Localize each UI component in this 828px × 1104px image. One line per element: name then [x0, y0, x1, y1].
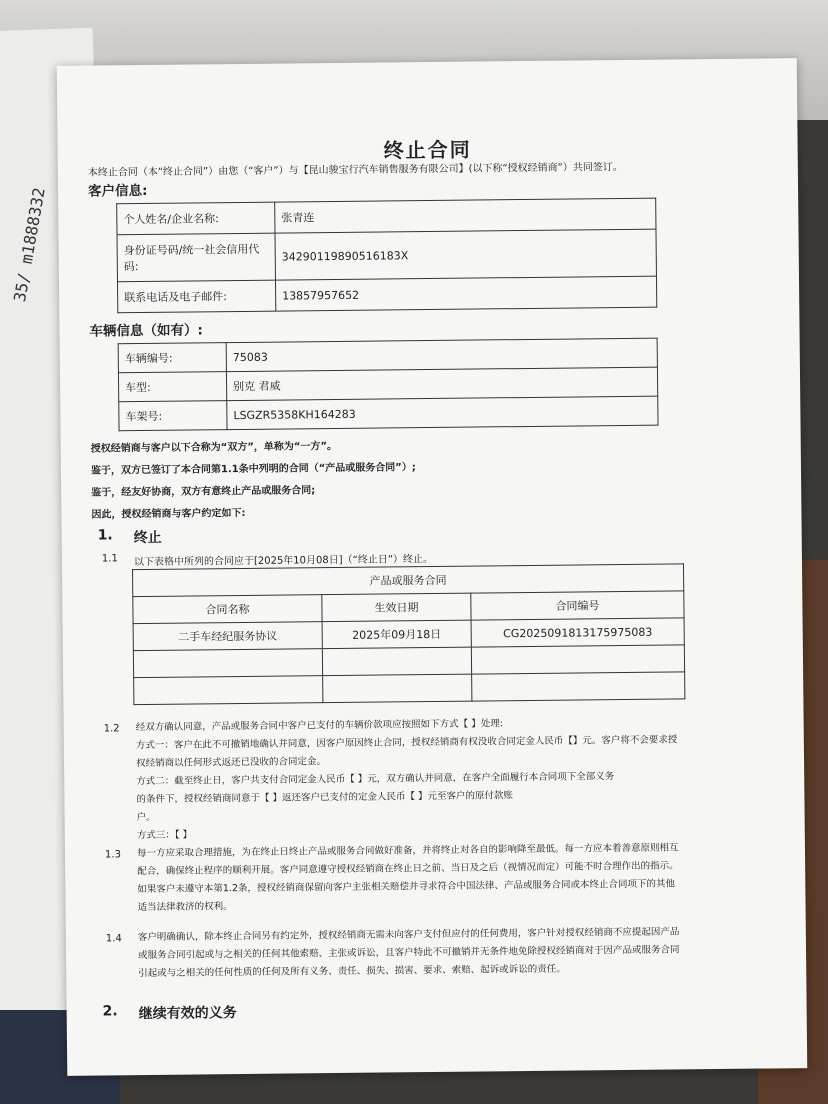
- clause-1-2-text: [136, 712, 797, 845]
- vehicle-model-label: 车型:: [118, 372, 226, 402]
- document-title: 终止合同: [383, 137, 472, 163]
- vehicle-info-heading: 车辆信息（如有）:: [89, 322, 203, 340]
- intro-paragraph: 本终止合同（本“终止合同”）由您（“客户”）与【昆山骏宝行汽车销售服务有限公司】(以下称“授权经销商”）共同签订。: [87, 161, 623, 179]
- customer-info-heading: 客户信息:: [87, 182, 148, 200]
- table-cell: CG2025091813175975083: [471, 618, 684, 647]
- customer-name-value: 张青连: [275, 198, 656, 233]
- clause-1-3-text: [137, 838, 798, 917]
- section-1-title: 终止: [133, 529, 162, 547]
- recital-3: 鉴于，经友好协商，双方有意终止产品或服务合同;: [91, 485, 316, 499]
- table-cell: [133, 649, 322, 678]
- clause-1-1-number: 1.1: [101, 553, 118, 565]
- table-row: [117, 229, 656, 282]
- clause-line: 权经销商以任何形式返还已没收的合同定金。: [135, 756, 327, 770]
- clause-line: 引起或与之相关的任何性质的任何及所有义务、责任、损失、损害、要求、索赔、起诉或诉讼的责任。: [138, 963, 566, 980]
- table-cell: [134, 676, 323, 705]
- table-cell: [472, 672, 685, 701]
- clause-1-4-number: 1.4: [105, 933, 122, 945]
- column-header-effective-date: 生效日期: [322, 593, 471, 622]
- vehicle-model-value: 别克 君威: [226, 367, 657, 401]
- recital-1: 授权经销商与客户以下合称为“双方”，单称为“一方”。: [90, 440, 338, 455]
- table-cell: [323, 674, 472, 703]
- vehicle-number-label: 车辆编号:: [118, 343, 226, 373]
- clause-line: 如果客户未遵守本第1.2条，授权经销商保留向客户主张相关赔偿并寻求符合中国法律、产品或服务合同或本终止合同项下的其他: [137, 878, 676, 896]
- vehicle-number-value: 75083: [226, 338, 657, 372]
- recital-4: 因此，授权经销商与客户约定如下:: [91, 507, 246, 521]
- table-cell: [471, 645, 684, 674]
- section-2-number: 2.: [102, 1003, 118, 1020]
- customer-info-table: [116, 198, 657, 314]
- clause-line: 每一方应采取合理措施，为在终止日终止产品或服务合同做好准备，并将终止对各自的影响降至最低。每一方应本着善意原则相互: [136, 842, 679, 860]
- clause-1-4-text: [138, 922, 799, 983]
- vin-value: LSGZR5358KH164283: [227, 396, 658, 430]
- contact-value: 13857957652: [275, 276, 656, 311]
- clause-line: 配合，确保终止程序的顺利开展。客户同意遵守授权经销商在终止日之前、当日及之后（视情况而定）可能不时合理作出的指示。: [137, 860, 679, 878]
- table-row: [117, 276, 656, 313]
- clause-1-1-text: 以下表格中所列的合同应于[2025年10月08日]（“终止日”）终止。: [133, 553, 434, 569]
- product-service-contract-table: [132, 563, 685, 705]
- customer-name-label: 个人姓名/企业名称:: [117, 202, 275, 235]
- clause-line: 或服务合同引起或与之相关的任何其他索赔、主张或诉讼，且客户特此不可撤销并无条件地免除授权经销商对于因产品或服务合同: [137, 944, 680, 962]
- table-row: [134, 672, 685, 705]
- contact-label: 联系电话及电子邮件:: [117, 280, 275, 313]
- id-number-value: 34290119890516183X: [275, 229, 656, 280]
- table-cell: 2025年09月18日: [322, 620, 471, 649]
- vin-label: 车架号:: [119, 401, 227, 431]
- clause-line: 户。: [136, 811, 156, 824]
- table-cell: 二手车经纪服务协议: [133, 622, 322, 651]
- clause-line: 的条件下，授权经销商同意于【 】返还客户已支付的定金人民币【 】元至客户的原付款账: [136, 790, 514, 806]
- clause-1-3-number: 1.3: [104, 849, 121, 861]
- table-caption: 产品或服务合同: [133, 564, 684, 597]
- table-cell: [322, 647, 471, 676]
- clause-line: 方式一：客户在此不可撤销地确认并同意，因客户原因终止合同，授权经销商有权没收合同定金人民币【】元。客户将不会要求授: [135, 734, 678, 752]
- recital-2: 鉴于，双方已签订了本合同第1.1条中列明的合同（“产品或服务合同”）;: [90, 462, 416, 477]
- clause-line: 方式三：【 】: [136, 829, 193, 842]
- clause-line: 方式二：截至终止日，客户共支付合同定金人民币【 】元，双方确认并同意，在客户全面履行本合同项下全部义务: [136, 771, 615, 788]
- vehicle-info-table: [118, 338, 659, 432]
- clause-line: 适当法律救济的权利。: [137, 901, 233, 914]
- section-1-number: 1.: [97, 527, 113, 544]
- column-header-contract-number: 合同编号: [471, 591, 684, 620]
- clause-line: 经双方确认同意，产品或服务合同中客户已支付的车辆价款项应按照如下方式【 】处理:: [135, 718, 503, 734]
- handwritten-note: 35/ m1888332: [10, 186, 49, 304]
- column-header-contract-name: 合同名称: [133, 595, 322, 624]
- table-row: [119, 396, 658, 431]
- id-number-label: 身份证号码/统一社会信用代码:: [117, 233, 275, 282]
- clause-1-2-number: 1.2: [103, 723, 120, 735]
- contract-page: [57, 58, 808, 1076]
- clause-line: 客户明确确认，除本终止合同另有约定外，授权经销商无需未向客户支付但应付的任何费用，客户针对授权经销商不应提起因产品: [137, 926, 680, 944]
- section-2-title: 继续有效的义务: [138, 1005, 237, 1023]
